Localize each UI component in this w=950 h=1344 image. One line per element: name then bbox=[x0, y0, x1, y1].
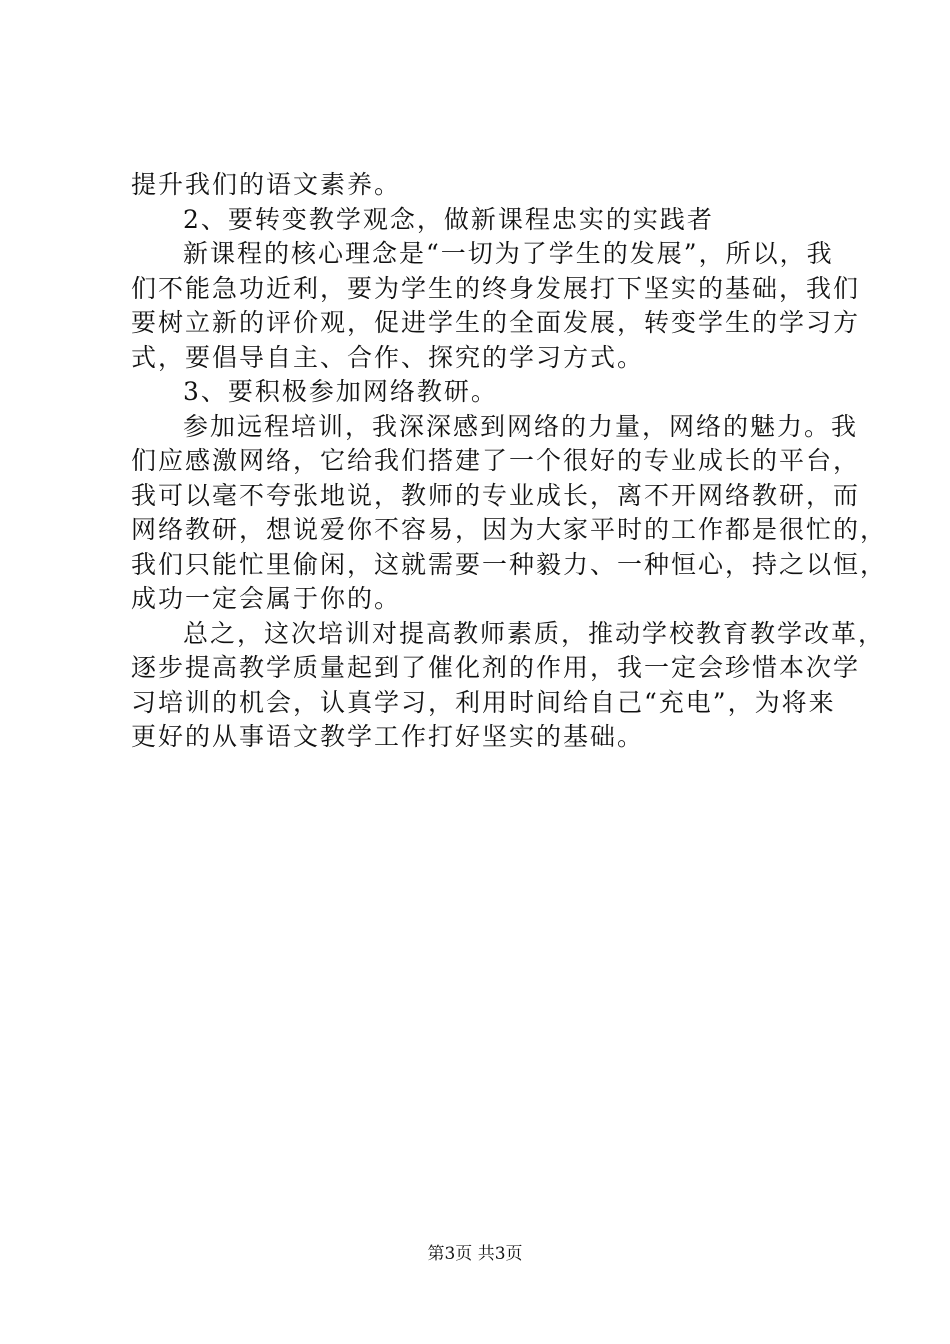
paragraph-line: 成功一定会属于你的。 bbox=[131, 584, 402, 613]
paragraph-line: 参加远程培训，我深深感到网络的力量，网络的魅力。我 bbox=[183, 411, 859, 441]
paragraph-line: 习培训的机会，认真学习，利用时间给自己“充电”，为将来 bbox=[131, 687, 836, 717]
paragraph-line: 我可以毫不夸张地说，教师的专业成长，离不开网络教研，而 bbox=[131, 480, 861, 510]
paragraph-line: 们应感激网络，它给我们搭建了一个很好的专业成长的平台， bbox=[131, 446, 861, 475]
paragraph-line: 式，要倡导自主、合作、探究的学习方式。 bbox=[131, 342, 645, 372]
paragraph-line: 总之，这次培训对提高教师素质，推动学校教育教学改革， bbox=[183, 618, 886, 648]
paragraph-line: 更好的从事语文教学工作打好坚实的基础。 bbox=[131, 722, 645, 751]
page-footer: 第3页 共3页 bbox=[427, 1244, 523, 1264]
paragraph-line: 提升我们的语文素养。 bbox=[131, 170, 402, 199]
paragraph-line: 新课程的核心理念是“一切为了学生的发展”，所以，我 bbox=[183, 239, 834, 268]
document-body bbox=[131, 168, 888, 755]
paragraph-line: 们不能急功近利，要为学生的终身发展打下坚实的基础，我们 bbox=[131, 273, 861, 303]
paragraph-line: 我们只能忙里偷闲，这就需要一种毅力、一种恒心，持之以恒， bbox=[131, 549, 888, 579]
paragraph-line: 要树立新的评价观，促进学生的全面发展，转变学生的学习方 bbox=[131, 308, 861, 337]
paragraph-line: 逐步提高教学质量起到了催化剂的作用，我一定会珍惜本次学 bbox=[131, 653, 861, 682]
section-heading: 2、要转变教学观念，做新课程忠实的实践者 bbox=[183, 204, 714, 234]
section-heading: 3、要积极参加网络教研。 bbox=[183, 377, 498, 406]
paragraph-line: 网络教研，想说爱你不容易，因为大家平时的工作都是很忙的， bbox=[131, 515, 888, 544]
